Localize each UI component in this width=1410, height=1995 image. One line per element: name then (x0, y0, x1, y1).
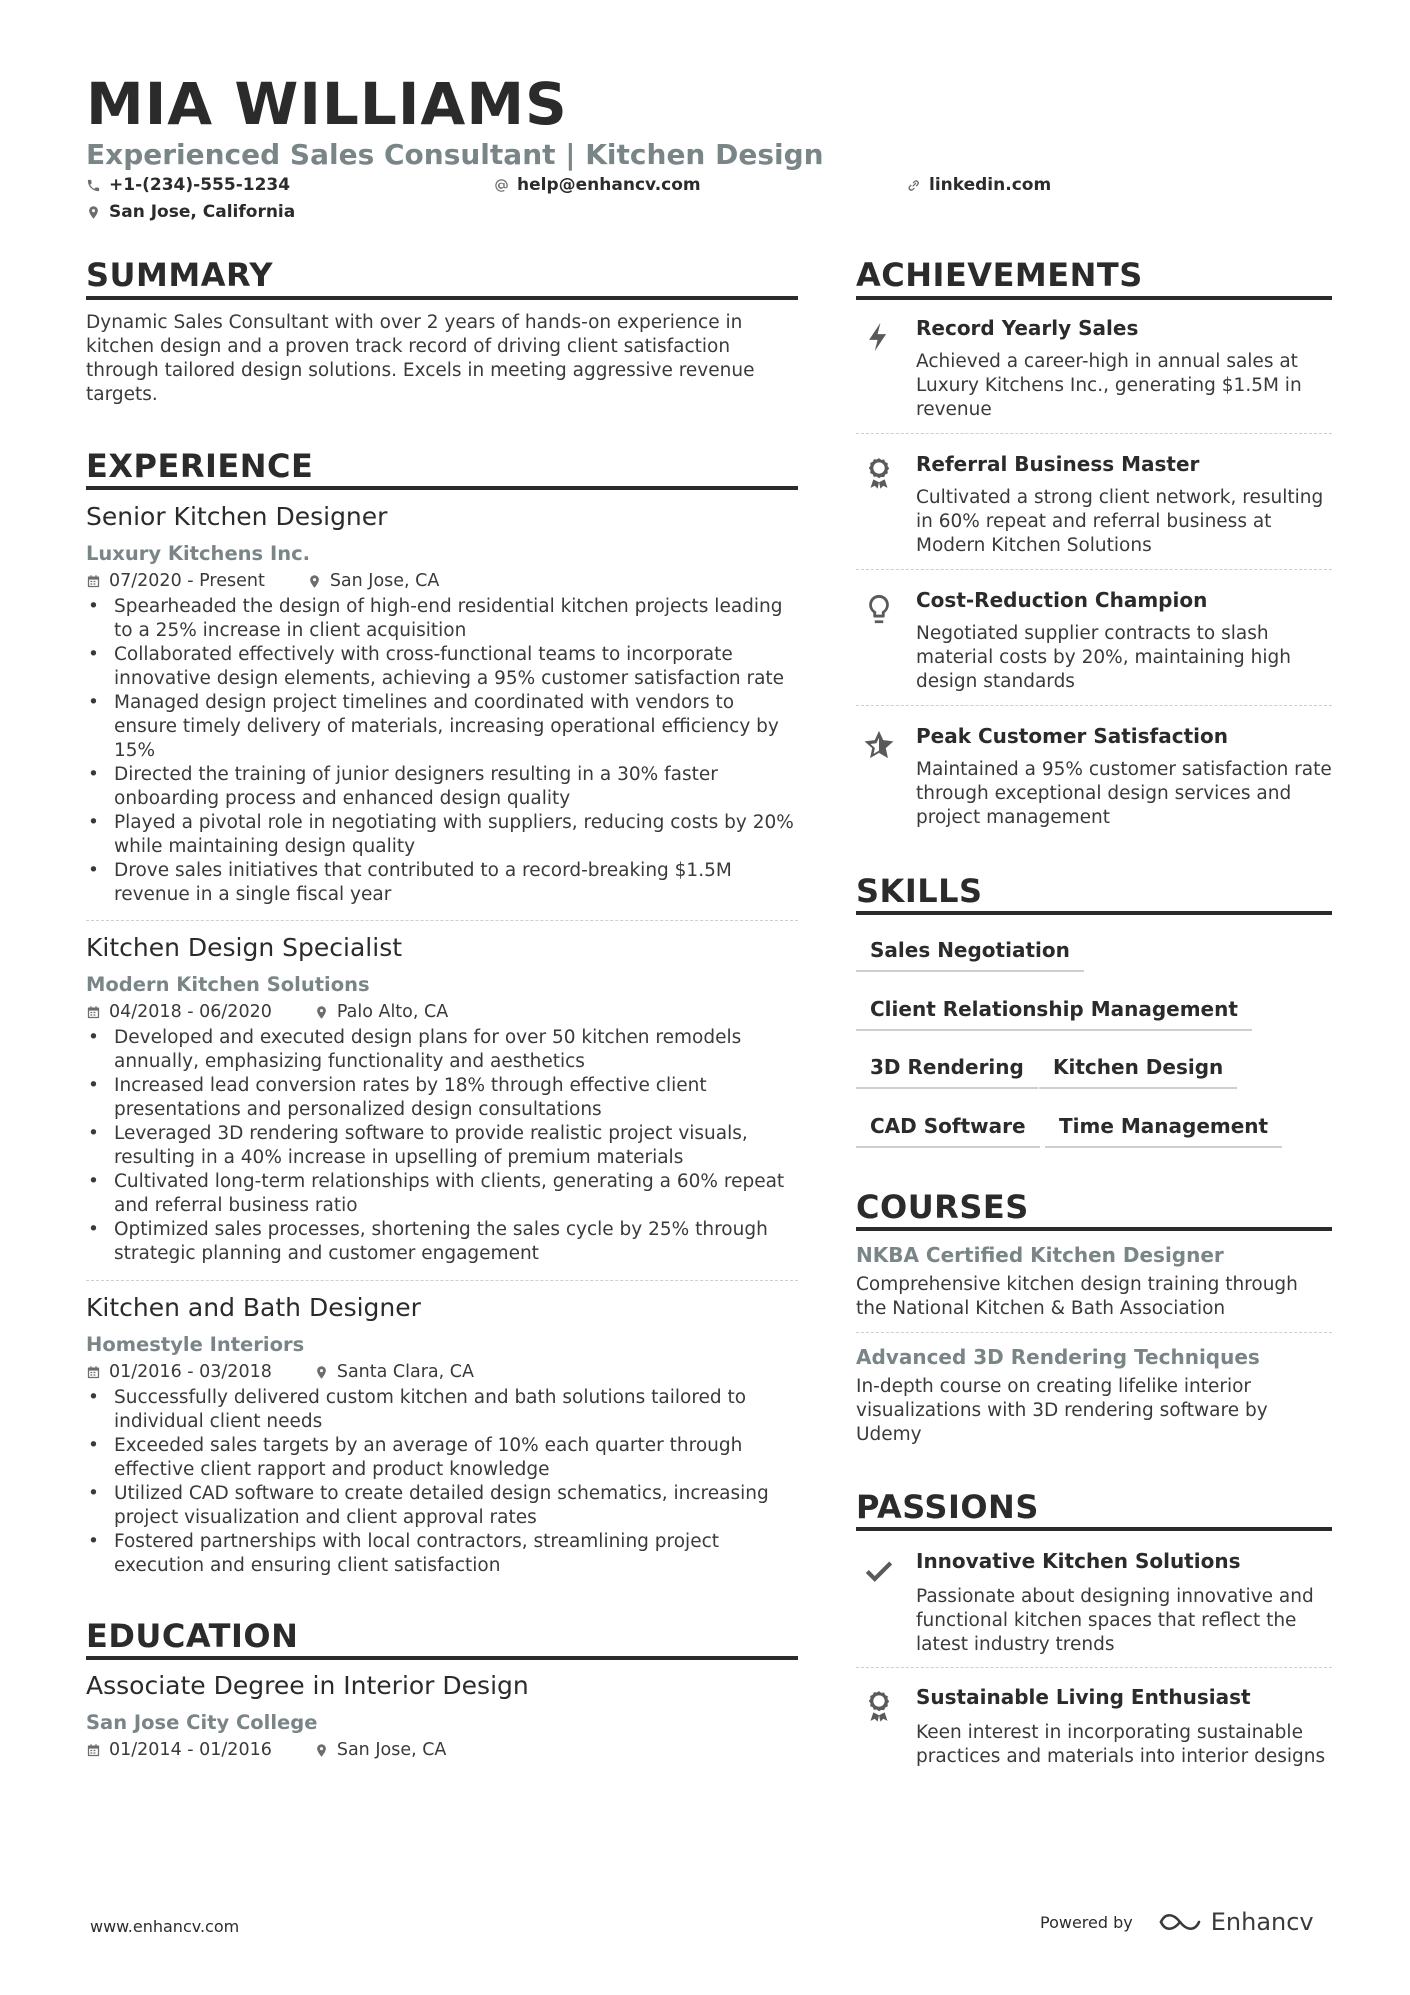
experience-heading: EXPERIENCE (86, 447, 314, 485)
bullet-item: • Managed design project timelines and coordinated with vendors to ensure timely delivery of materials, increasing operational efficiency by 15% (86, 691, 798, 763)
achievement-item (856, 316, 1332, 426)
bullet-item: • Collaborated effectively with cross-functional teams to incorporate innovative design elements, achieving a 95% customer satisfaction rate (86, 643, 798, 691)
phone-icon (86, 178, 101, 193)
job-location: San Jose, CA (329, 571, 440, 591)
brand-name: Enhancv (1210, 1908, 1314, 1936)
job-title: Kitchen Design Specialist (86, 933, 403, 962)
contact-linkedin[interactable] (906, 175, 1051, 195)
contact-phone (86, 175, 290, 195)
skills-rule (856, 911, 1332, 915)
course-title: NKBA Certified Kitchen Designer (856, 1243, 1224, 1267)
location-pin-icon (86, 205, 101, 220)
bullet-item: • Utilized CAD software to create detailed design schematics, increasing project visualization and client approval rates (86, 1482, 798, 1530)
skill-tag: CAD Software (856, 1114, 1040, 1148)
course-desc: Comprehensive kitchen design training through the National Kitchen & Bath Association (856, 1274, 1298, 1319)
powered-by-label: Powered by (1040, 1912, 1133, 1932)
job-meta (86, 1002, 798, 1022)
achievement-divider (856, 569, 1332, 570)
location-pin-icon (314, 1365, 329, 1380)
achievement-item (856, 724, 1332, 834)
company-name: Luxury Kitchens Inc. (86, 542, 311, 565)
location-pin-icon (314, 1005, 329, 1020)
job-entry (86, 1293, 798, 1578)
achievement-title: Record Yearly Sales (916, 316, 1139, 340)
bullet-item: • Leveraged 3D rendering software to provide realistic project visuals, resulting in a 40% increase in upselling of premium materials (86, 1122, 798, 1170)
award-ribbon-icon (862, 1689, 896, 1723)
calendar-icon (86, 574, 101, 589)
footer-website[interactable]: www.enhancv.com (90, 1917, 240, 1936)
bullet-item: • Fostered partnerships with local contractors, streamlining project execution and ensuring client satisfaction (86, 1530, 798, 1578)
checkmark-icon (862, 1553, 896, 1587)
job-title: Senior Kitchen Designer (86, 502, 388, 531)
job-bullets (86, 1026, 798, 1266)
job-dates: 04/2018 - 06/2020 (109, 1002, 272, 1022)
school-name: San Jose City College (86, 1711, 318, 1734)
course-desc: In-depth course on creating lifelike interior visualizations with 3D rendering software by Udemy (856, 1376, 1268, 1445)
location-pin-icon (307, 574, 322, 589)
skill-tag: Sales Negotiation (856, 938, 1084, 972)
star-icon (862, 728, 896, 762)
passions-heading: PASSIONS (856, 1488, 1039, 1526)
email-text[interactable]: help@enhancv.com (517, 175, 701, 195)
bullet-item: • Directed the training of junior designers resulting in a 30% faster onboarding process and enhanced design quality (86, 763, 798, 811)
achievement-item (856, 588, 1332, 698)
job-bullets (86, 1386, 798, 1578)
link-icon (906, 178, 921, 193)
job-dates: 07/2020 - Present (109, 571, 265, 591)
achievements-heading: ACHIEVEMENTS (856, 256, 1143, 294)
location-pin-icon (314, 1743, 329, 1758)
bullet-item: • Played a pivotal role in negotiating with suppliers, reducing costs by 20% while maintaining design quality (86, 811, 798, 859)
footer-branding (1040, 1908, 1314, 1936)
education-rule (86, 1656, 798, 1660)
bullet-item: • Successfully delivered custom kitchen and bath solutions tailored to individual client needs (86, 1386, 798, 1434)
skill-tag: Time Management (1045, 1114, 1282, 1148)
achievement-divider (856, 433, 1332, 434)
education-entry (86, 1671, 798, 1760)
contact-email[interactable] (494, 175, 701, 195)
summary-text: Dynamic Sales Consultant with over 2 years of hands-on experience in kitchen design and a proven track record of driving client satisfaction through tailored design solutions. Excels in meeting aggressive revenue targets. (86, 312, 755, 405)
job-meta (86, 571, 798, 591)
bullet-item: • Spearheaded the design of high-end residential kitchen projects leading to a 25% increase in client acquisition (86, 595, 798, 643)
candidate-headline: Experienced Sales Consultant | Kitchen Design (86, 138, 824, 171)
passion-item (856, 1685, 1332, 1775)
linkedin-text[interactable]: linkedin.com (929, 175, 1052, 195)
bullet-item: • Cultivated long-term relationships with clients, generating a 60% repeat and referral business ratio (86, 1170, 798, 1218)
job-entry (86, 502, 798, 907)
summary-heading: SUMMARY (86, 256, 274, 294)
education-meta (86, 1740, 798, 1760)
bullet-item: • Developed and executed design plans for over 50 kitchen remodels annually, emphasizing functionality and aesthetics (86, 1026, 798, 1074)
course-item (856, 1345, 1332, 1447)
experience-rule (86, 486, 798, 490)
contact-location (86, 202, 295, 222)
award-ribbon-icon (862, 456, 896, 490)
company-name: Homestyle Interiors (86, 1333, 305, 1356)
location-text: San Jose, California (109, 202, 296, 222)
education-location: San Jose, CA (336, 1740, 447, 1760)
calendar-icon (86, 1743, 101, 1758)
course-title: Advanced 3D Rendering Techniques (856, 1345, 1260, 1369)
achievement-item (856, 452, 1332, 562)
skill-tag: Client Relationship Management (856, 997, 1252, 1031)
bullet-item: • Drove sales initiatives that contributed to a record-breaking $1.5M revenue in a single fiscal year (86, 859, 798, 907)
bullet-item: • Exceeded sales targets by an average of 10% each quarter through effective client rapport and product knowledge (86, 1434, 798, 1482)
achievement-title: Peak Customer Satisfaction (916, 724, 1229, 748)
degree-title: Associate Degree in Interior Design (86, 1671, 529, 1700)
achievement-divider (856, 705, 1332, 706)
achievement-title: Referral Business Master (916, 452, 1200, 476)
lightning-icon (862, 320, 896, 354)
job-divider (86, 1280, 798, 1281)
achievement-desc: Maintained a 95% customer satisfaction rate through exceptional design services and project management (916, 759, 1332, 828)
company-name: Modern Kitchen Solutions (86, 973, 370, 996)
summary-rule (86, 296, 798, 300)
passion-item (856, 1549, 1332, 1659)
enhancv-logo-icon (1157, 1909, 1203, 1935)
achievements-rule (856, 296, 1332, 300)
job-location: Palo Alto, CA (336, 1002, 449, 1022)
passion-desc: Keen interest in incorporating sustainable practices and materials into interior designs (916, 1722, 1326, 1767)
skill-tag: 3D Rendering (856, 1055, 1038, 1089)
course-item (856, 1243, 1332, 1321)
skill-tag: Kitchen Design (1039, 1055, 1237, 1089)
job-divider (86, 920, 798, 921)
lightbulb-icon (862, 592, 896, 626)
job-bullets (86, 595, 798, 907)
passion-title: Innovative Kitchen Solutions (916, 1549, 1241, 1573)
phone-text: +1-(234)-555-1234 (109, 175, 291, 195)
achievement-title: Cost-Reduction Champion (916, 588, 1208, 612)
job-dates: 01/2016 - 03/2018 (109, 1362, 272, 1382)
at-sign-icon (494, 178, 509, 193)
brand-logo[interactable] (1157, 1908, 1314, 1936)
passions-rule (856, 1527, 1332, 1531)
passion-divider (856, 1667, 1332, 1668)
courses-rule (856, 1227, 1332, 1231)
skills-heading: SKILLS (856, 872, 983, 910)
achievement-desc: Negotiated supplier contracts to slash material costs by 20%, maintaining high design standards (916, 623, 1291, 692)
bullet-item: • Optimized sales processes, shortening the sales cycle by 25% through strategic planning and customer engagement (86, 1218, 798, 1266)
achievement-desc: Achieved a career-high in annual sales at Luxury Kitchens Inc., generating $1.5M in revenue (916, 351, 1302, 420)
job-meta (86, 1362, 798, 1382)
passion-desc: Passionate about designing innovative and functional kitchen spaces that reflect the latest industry trends (916, 1586, 1314, 1655)
job-location: Santa Clara, CA (336, 1362, 474, 1382)
bullet-item: • Increased lead conversion rates by 18% through effective client presentations and personalized design consultations (86, 1074, 798, 1122)
education-dates: 01/2014 - 01/2016 (109, 1740, 272, 1760)
calendar-icon (86, 1365, 101, 1380)
education-heading: EDUCATION (86, 1617, 299, 1655)
passion-title: Sustainable Living Enthusiast (916, 1685, 1251, 1709)
job-entry (86, 933, 798, 1266)
candidate-name: MIA WILLIAMS (86, 70, 568, 138)
job-title: Kitchen and Bath Designer (86, 1293, 421, 1322)
achievement-desc: Cultivated a strong client network, resulting in 60% repeat and referral business at Modern Kitchen Solutions (916, 487, 1324, 556)
course-divider (856, 1332, 1332, 1333)
calendar-icon (86, 1005, 101, 1020)
courses-heading: COURSES (856, 1188, 1029, 1226)
